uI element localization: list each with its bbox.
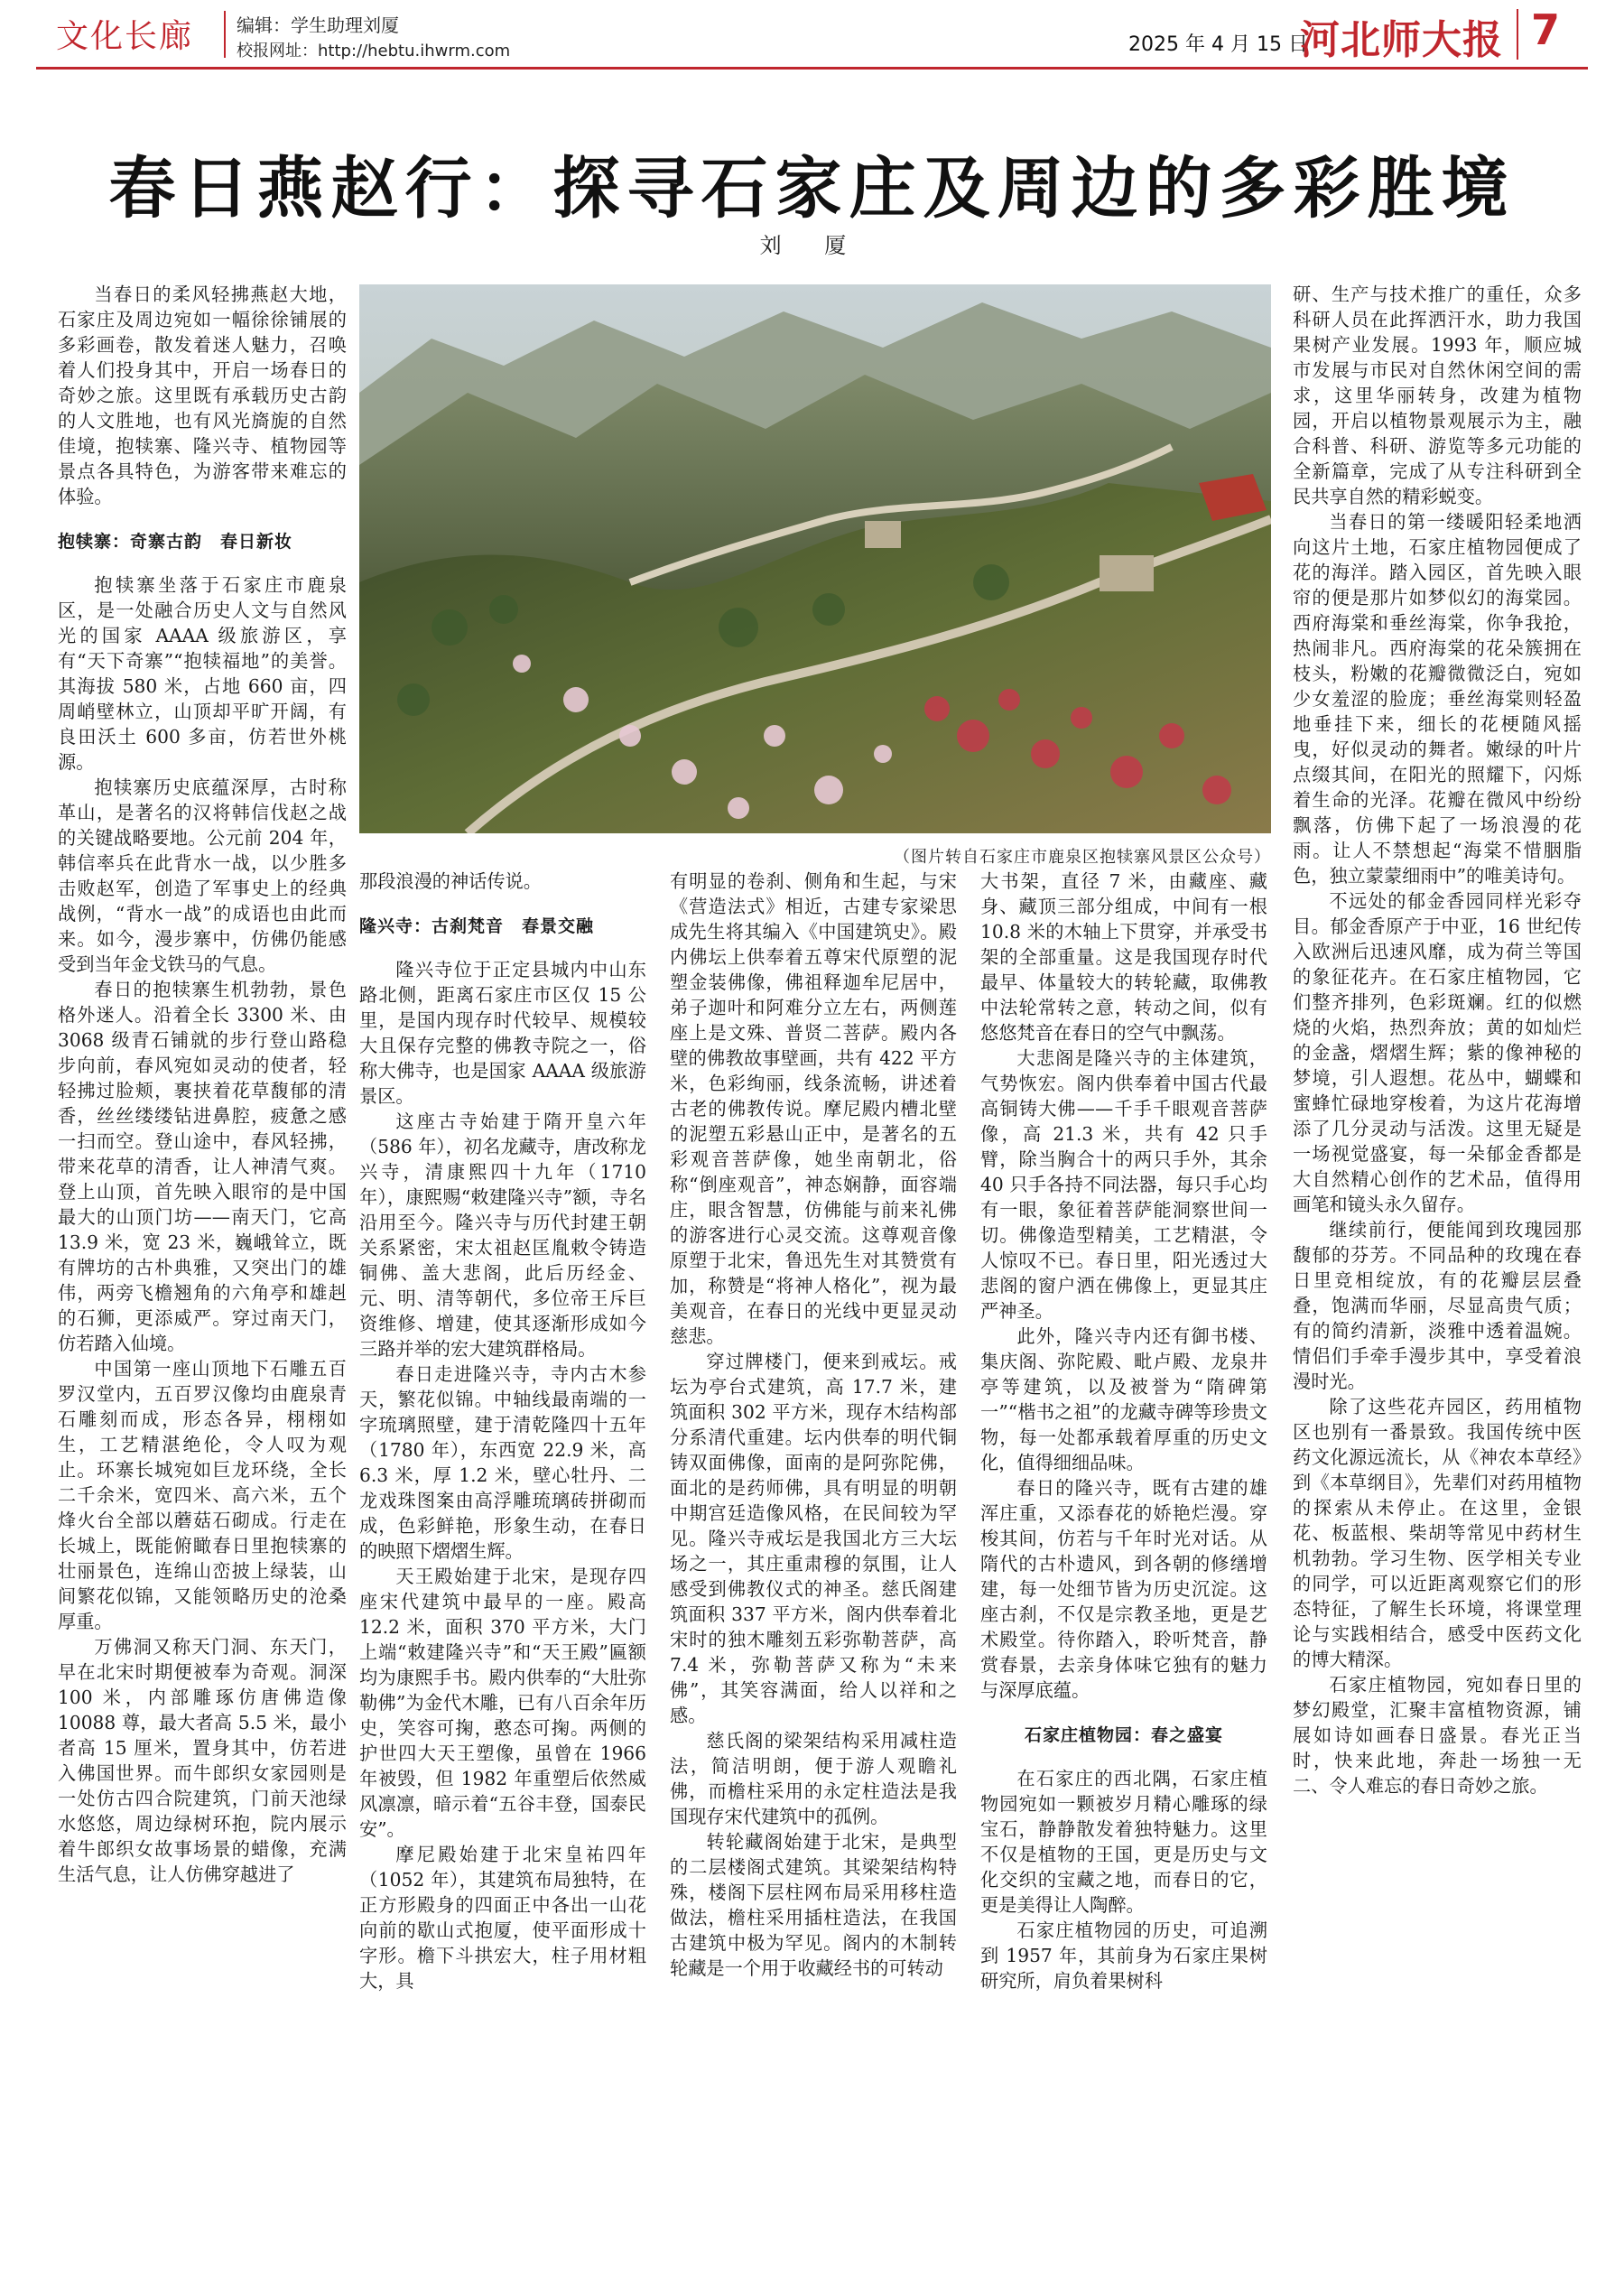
paragraph: 转轮藏阁始建于北宋，是典型的二层楼阁式建筑。其梁架结构特殊，楼阁下层柱网布局采用移柱造做法，檐柱采用插柱造法，在我国古建筑中极为罕见。阁内的木制转轮藏是一个用于收藏经书的可转动 <box>670 1831 957 1979</box>
paragraph: 当春日的柔风轻拂燕赵大地，石家庄及周边宛如一幅徐徐铺展的多彩画卷，散发着迷人魅力，召唤着人们投身其中，开启一场春日的奇妙之旅。这里既有承载历史古韵的人文胜地，也有风光旖旎的自然佳境，抱犊寨、隆兴寺、植物园等景点各具特色，为游客带来难忘的体验。 <box>58 283 347 507</box>
newspaper-masthead: 河北师大报 <box>1300 17 1503 63</box>
paragraph: 隆兴寺位于正定县城内中山东路北侧，距离石家庄市区仅 15 公里，是国内现存时代较早、规模较大且保存完整的佛教寺院之一，俗称大佛寺，也是国家 AAAA 级旅游景区。 <box>359 959 646 1107</box>
paragraph: 此外，隆兴寺内还有御书楼、集庆阁、弥陀殿、毗卢殿、龙泉井亭等建筑，以及被誉为“隋碑第一”“楷书之祖”的龙藏寺碑等珍贵文物，每一处都承载着厚重的历史文化，值得细细品味。 <box>980 1325 1267 1473</box>
header-divider <box>1517 9 1518 60</box>
paragraph: 中国第一座山顶地下石雕五百罗汉堂内，五百罗汉像均由鹿泉青石雕刻而成，形态各异，栩栩如生，工艺精湛绝伦，令人叹为观止。环寨长城宛如巨龙环绕，全长二千余米，宽四米、高六米，五个烽火台全部以蘑菇石砌成。行走在长城上，既能俯瞰春日里抱犊寨的壮丽景色，连绵山峦披上绿装，山间繁花似锦，又能领略历史的沧桑厚重。 <box>58 1358 347 1632</box>
paragraph: 在石家庄的西北隅，石家庄植物园宛如一颗被岁月精心雕琢的绿宝石，静静散发着独特魅力。这里不仅是植物的王国，更是历史与文化交织的宝藏之地，而春日的它，更是美得让人陶醉。 <box>980 1768 1267 1916</box>
paragraph: 摩尼殿始建于北宋皇祐四年（1052 年），其建筑布局独特，在正方形殿身的四面正中各出一山花向前的歇山式抱厦，使平面形成十字形。檐下斗拱宏大，柱子用材粗大，具 <box>359 1844 646 1992</box>
section-heading-botanical-garden: 石家庄植物园：春之盛宴 <box>1024 1725 1223 1745</box>
paragraph: 这座古寺始建于隋开皇六年（586 年），初名龙藏寺，唐改称龙兴寺，清康熙四十九年（1710 年），康熙赐“敕建隆兴寺”额，寺名沿用至今。隆兴寺与历代封建王朝关系紧密，宋太祖赵匡胤敕令铸造铜佛、盖大悲阁，此后历经金、元、明、清等朝代，多位帝王斥巨资维修、增建，使其逐渐形成如今三路并举的宏大建筑群格局。 <box>359 1110 646 1360</box>
article-column-2 <box>359 869 646 2272</box>
issue-date: 2025 年 4 月 15 日 <box>1128 33 1308 56</box>
section-name: 文化长廊 <box>56 18 194 55</box>
paragraph: 那段浪漫的神话传说。 <box>359 870 542 892</box>
paragraph: 抱犊寨历史底蕴深厚，古时称革山，是著名的汉将韩信伐赵之战的关键战略要地。公元前 204 年，韩信率兵在此背水一战，以少胜多击败赵军，创造了军事史上的经典战例，“背水一战”的成语也由此而来。如今，漫步寨中，仿佛仍能感受到当年金戈铁马的气息。 <box>58 776 347 975</box>
paragraph: 有明显的卷刹、侧角和生起，与宋《营造法式》相近，古建专家梁思成先生将其编入《中国建筑史》。殿内佛坛上供奉着五尊宋代原塑的泥塑金装佛像，佛祖释迦牟尼居中，弟子迦叶和阿难分立左右，两侧莲座上是文殊、普贤二菩萨。殿内各壁的佛教故事壁画，共有 422 平方米，色彩绚丽，线条流畅，讲述着古老的佛教传说。摩尼殿内槽北壁的泥塑五彩悬山正中，是著名的五彩观音菩萨像，她坐南朝北，俗称“倒座观音”，神态娴静，面容端庄，眼含智慧，仿佛能与前来礼佛的游客进行心灵交流。这尊观音像原塑于北宋，鲁迅先生对其赞赏有加，称赞是“将神人格化”，视为最美观音，在春日的光线中更显灵动慈悲。 <box>670 870 957 1347</box>
article-title: 春日燕赵行：探寻石家庄及周边的多彩胜境 <box>108 150 1516 228</box>
paragraph: 继续前行，便能闻到玫瑰园那馥郁的芬芳。不同品种的玫瑰在春日里竞相绽放，有的花瓣层层叠叠，饱满而华丽，尽显高贵气质；有的简约清新，淡雅中透着温婉。情侣们手牵手漫步其中，享受着浪漫时光。 <box>1293 1219 1582 1392</box>
paragraph: 大书架，直径 7 米，由藏座、藏身、藏顶三部分组成，中间有一根 10.8 米的木轴上下贯穿，并承受书架的全部重量。这是我国现存时代最早、体量较大的转轮藏，取佛教中法轮常转之意，转动之间，似有悠悠梵音在春日的空气中飘荡。 <box>980 870 1267 1044</box>
paragraph: 春日的隆兴寺，既有古建的雄浑庄重，又添春花的娇艳烂漫。穿梭其间，仿若与千年时光对话。从隋代的古朴遗风，到各朝的修缮增建，每一处细节皆为历史沉淀。这座古刹，不仅是宗教圣地，更是艺术殿堂。待你踏入，聆听梵音，静赏春景，去亲身体味它独有的魅力与深厚底蕴。 <box>980 1477 1267 1701</box>
editor-credit: 编辑：学生助理刘厦 <box>237 14 399 36</box>
paragraph: 不远处的郁金香园同样光彩夺目。郁金香原产于中亚，16 世纪传入欧洲后迅速风靡，成为荷兰等国的象征花卉。在石家庄植物园，它们整齐排列，色彩斑斓。红的似燃烧的火焰，热烈奔放；黄的如灿烂的金盏，熠熠生辉；紫的像神秘的梦境，引人遐想。花丛中，蝴蝶和蜜蜂忙碌地穿梭着，为这片花海增添了几分灵动与活泼。这里无疑是一场视觉盛宴，每一朵郁金香都是大自然精心创作的艺术品，值得用画笔和镜头永久留存。 <box>1293 890 1582 1215</box>
section-heading-longxing: 隆兴寺：古刹梵音 春景交融 <box>359 916 595 936</box>
paragraph: 穿过牌楼门，便来到戒坛。戒坛为亭台式建筑，高 17.7 米，建筑面积 302 平方米，现存木结构部分系清代重建。坛内供奉的明代铜铸双面佛像，面南的是阿弥陀佛，面北的是药师佛，具有明显的明朝中期宫廷造像风格，在民间较为罕见。隆兴寺戒坛是我国北方三大坛场之一，其庄重肃穆的氛围，让人感受到佛教仪式的神圣。慈氏阁建筑面积 337 平方米，阁内供奉着北宋时的独木雕刻五彩弥勒菩萨，高 7.4 米，弥勒菩萨又称为“未来佛”，其笑容满面，给人以祥和之感。 <box>670 1351 957 1726</box>
paragraph: 春日走进隆兴寺，寺内古木参天，繁花似锦。中轴线最南端的一字琉璃照壁，建于清乾隆四十五年（1780 年），东西宽 22.9 米，高 6.3 米，厚 1.2 米，壁心牡丹、二龙戏珠图案由高浮雕琉璃砖拼砌而成，色彩鲜艳，形象生动，在春日的映照下熠熠生辉。 <box>359 1363 646 1562</box>
paragraph: 石家庄植物园的历史，可追溯到 1957 年，其前身为石家庄果树研究所，肩负着果树科 <box>980 1919 1267 1992</box>
paragraph: 抱犊寨坐落于石家庄市鹿泉区，是一处融合历史人文与自然风光的国家 AAAA 级旅游区，享有“天下奇寨”“抱犊福地”的美誉。其海拔 580 米，占地 660 亩，四周峭壁林立，山顶却平旷开阔，有良田沃土 600 多亩，仿若世外桃源。 <box>58 574 347 773</box>
article-photo <box>359 284 1271 833</box>
header-rule <box>36 67 1588 70</box>
paragraph: 大悲阁是隆兴寺的主体建筑，气势恢宏。阁内供奉着中国古代最高铜铸大佛——千手千眼观音菩萨像，高 21.3 米，共有 42 只手臂，除当胸合十的两只手外，其余 40 只手各持不同法器，每只手心均有一眼，象征着菩萨能洞察世间一切。佛像造型精美，工艺精湛，令人惊叹不已。春日里，阳光透过大悲阁的窗户洒在佛像上，更显其庄严神圣。 <box>980 1047 1267 1322</box>
page-number: 7 <box>1531 5 1561 54</box>
article-column-3 <box>670 869 957 2272</box>
great-wall-landscape-image <box>359 284 1271 833</box>
paragraph: 石家庄植物园，宛如春日里的梦幻殿堂，汇聚丰富植物资源，铺展如诗如画春日盛景。春光正当时，快来此地，奔赴一场独一无二、令人难忘的春日奇妙之旅。 <box>1293 1674 1582 1797</box>
photo-caption: （图片转自石家庄市鹿泉区抱犊寨风景区公众号） <box>894 848 1271 867</box>
article-author: 刘 厦 <box>759 233 865 258</box>
header-divider <box>224 11 226 58</box>
article-column-1 <box>58 282 347 2272</box>
paragraph: 慈氏阁的梁架结构采用减柱造法，简洁明朗，便于游人观瞻礼佛，而檐柱采用的永定柱造法是我国现存宋代建筑中的孤例。 <box>670 1730 957 1827</box>
section-heading-baodu: 抱犊寨：奇寨古韵 春日新妆 <box>58 532 293 552</box>
paragraph: 研、生产与技术推广的重任，众多科研人员在此挥洒汗水，助力我国果树产业发展。1993 年，顺应城市发展与市民对自然休闲空间的需求，这里华丽转身，改建为植物园，开启以植物景观展示为主，融合科普、科研、游览等多元功能的全新篇章，完成了从专注科研到全民共享自然的精彩蜕变。 <box>1293 283 1582 507</box>
paragraph: 除了这些花卉园区，药用植物区也别有一番景致。我国传统中医药文化源远流长，从《神农本草经》到《本草纲目》，先辈们对药用植物的探索从未停止。在这里，金银花、板蓝根、柴胡等常见中药材生机勃勃。学习生物、医学相关专业的同学，可以近距离观察它们的形态特征，了解生长环境，将课堂理论与实践相结合，感受中医药文化的博大精深。 <box>1293 1396 1582 1670</box>
page-header <box>0 0 1624 72</box>
paragraph: 春日的抱犊寨生机勃勃，景色格外迷人。沿着全长 3300 米、由 3068 级青石铺就的步行登山路稳步向前，春风宛如灵动的使者，轻轻拂过脸颊，裹挟着花草馥郁的清香，丝丝缕缕钻进鼻腔，疲惫之感一扫而空。登山途中，春风轻拂，带来花草的清香，让人神清气爽。登上山顶，首先映入眼帘的是中国最大的山顶门坊——南天门，它高 13.9 米，宽 23 米，巍峨耸立，既有牌坊的古朴典雅，又突出门的雄伟，两旁飞檐翘角的六角亭和雄赳的石狮，更添威严。穿过南天门，仿若踏入仙境。 <box>58 979 347 1354</box>
website-url: 校报网址：http://hebtu.ihwrm.com <box>237 42 511 60</box>
paragraph: 天王殿始建于北宋，是现存四座宋代建筑中最早的一座。殿高 12.2 米，面积 370 平方米，大门上端“敕建隆兴寺”和“天王殿”匾额均为康熙手书。殿内供奉的“大肚弥勒佛”为金代木雕，已有八百余年历史，笑容可掬，憨态可掬。两侧的护世四大天王塑像，虽曾在 1966 年被毁，但 1982 年重塑后依然威风凛凛，暗示着“五谷丰登，国泰民安”。 <box>359 1566 646 1840</box>
article-column-5 <box>1293 282 1582 2272</box>
paragraph: 万佛洞又称天门洞、东天门，早在北宋时期便被奉为奇观。洞深 100 米，内部雕琢仿唐佛造像 10088 尊，最大者高 5.5 米，最小者高 15 厘米，置身其中，仿若进入佛国世界。而牛郎织女家园则是一处仿古四合院建筑，门前天池绿水悠悠，周边绿树环抱，院内展示着牛郎织女故事场景的蜡像，充满生活气息，让人仿佛穿越进了 <box>58 1636 347 1885</box>
article-column-4 <box>980 869 1267 2272</box>
paragraph: 当春日的第一缕暖阳轻柔地洒向这片土地，石家庄植物园便成了花的海洋。踏入园区，首先映入眼帘的便是那片如梦似幻的海棠园。西府海棠和垂丝海棠，你争我抢，热闹非凡。西府海棠的花朵簇拥在枝头，粉嫩的花瓣微微泛白，宛如少女羞涩的脸庞；垂丝海棠则轻盈地垂挂下来，细长的花梗随风摇曳，好似灵动的舞者。嫩绿的叶片点缀其间，在阳光的照耀下，闪烁着生命的光泽。花瓣在微风中纷纷飘落，仿佛下起了一场浪漫的花雨。让人不禁想起“海棠不惜胭脂色，独立蒙蒙细雨中”的唯美诗句。 <box>1293 511 1582 887</box>
